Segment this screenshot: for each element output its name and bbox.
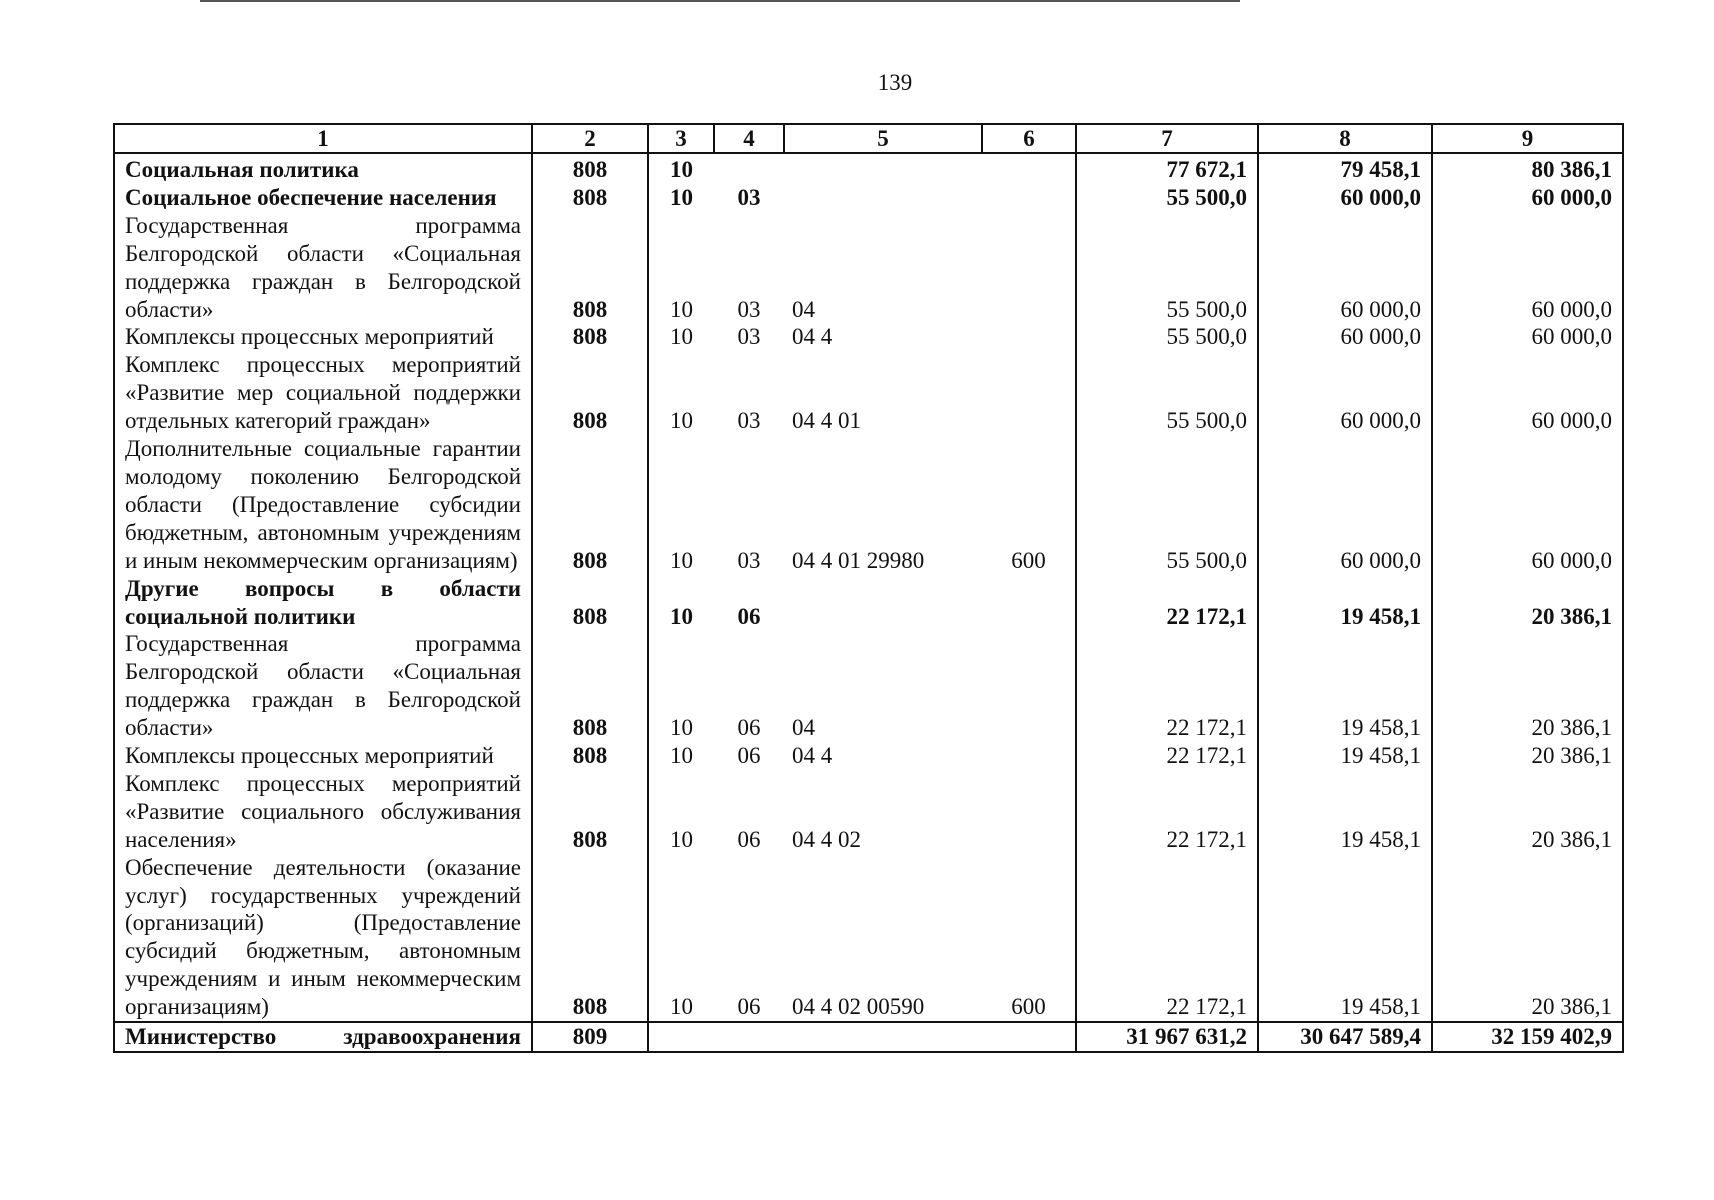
row-subsection-code — [714, 153, 784, 184]
row-name: Другие вопросы в области социальной политики — [114, 575, 532, 631]
row-target-article: 04 — [792, 296, 815, 322]
row-ved-code: 808 — [532, 630, 648, 742]
row-name: Комплексы процессных мероприятий — [114, 323, 532, 351]
total-ved: 809 — [532, 1022, 648, 1052]
table-row — [114, 770, 1623, 854]
row-ved-code: 808 — [532, 742, 648, 770]
row-name: Комплексы процессных мероприятий — [114, 742, 532, 770]
row-target-article — [784, 153, 982, 184]
row-target-article: 04 4 — [792, 743, 833, 769]
row-expense-type — [982, 212, 1076, 324]
row-target-article — [784, 184, 982, 212]
total-empty-pr — [714, 1022, 784, 1052]
row-ved-code: 808 — [532, 854, 648, 1022]
row-year3-amount: 20 386,1 — [1432, 742, 1623, 770]
row-expense-type: 600 — [982, 854, 1076, 1022]
row-section-code: 10 — [648, 854, 714, 1022]
row-year2-amount: 19 458,1 — [1258, 575, 1432, 631]
header-col-3: 3 — [648, 124, 714, 153]
table-row — [114, 630, 1623, 742]
total-empty-csr — [784, 1022, 982, 1052]
row-expense-type — [982, 351, 1076, 435]
row-name: Комплекс процессных мероприятий «Развитие социального обслуживания населения» — [114, 770, 532, 854]
row-name: Обеспечение деятельности (оказание услуг) государственных учреждений (организаций) (Предоставление субсидий бюджетным, автономным учреждениям и иным некоммерческим организациям) — [114, 854, 532, 1022]
row-subsection-code: 06 — [737, 603, 761, 629]
table-row — [114, 351, 1623, 435]
row-expense-type — [982, 770, 1076, 854]
row-year1-amount: 22 172,1 — [1076, 854, 1258, 1022]
row-section-code: 10 — [648, 575, 714, 631]
row-year3-amount: 20 386,1 — [1432, 630, 1623, 742]
total-name-right: здравоохранения — [343, 1024, 521, 1050]
scan-edge-line — [200, 0, 1240, 2]
row-target-article: 04 4 02 — [792, 826, 861, 852]
row-year2-amount: 19 458,1 — [1258, 630, 1432, 742]
row-year1-amount: 22 172,1 — [1076, 575, 1258, 631]
row-year3-amount: 80 386,1 — [1432, 153, 1623, 184]
row-subsection-code: 06 — [737, 826, 761, 852]
row-year1-amount: 55 500,0 — [1076, 184, 1258, 212]
row-year2-amount: 19 458,1 — [1258, 742, 1432, 770]
row-year1-amount: 22 172,1 — [1076, 742, 1258, 770]
table-row — [114, 854, 1623, 1022]
page-number: 139 — [877, 70, 913, 95]
row-year3-amount: 20 386,1 — [1432, 575, 1623, 631]
total-year3: 32 159 402,9 — [1432, 1022, 1623, 1052]
budget-table — [113, 123, 1624, 1053]
total-name — [114, 1022, 532, 1052]
row-subsection-code: 06 — [737, 743, 761, 769]
row-year2-amount: 60 000,0 — [1258, 351, 1432, 435]
table-row — [114, 435, 1623, 575]
row-expense-type: 600 — [982, 435, 1076, 575]
row-expense-type — [982, 742, 1076, 770]
row-year1-amount: 77 672,1 — [1076, 153, 1258, 184]
row-target-article: 04 4 01 — [792, 408, 861, 434]
row-year1-amount: 55 500,0 — [1076, 435, 1258, 575]
row-expense-type — [982, 630, 1076, 742]
row-section-code: 10 — [648, 742, 714, 770]
row-year2-amount: 60 000,0 — [1258, 323, 1432, 351]
row-section-code: 10 — [648, 153, 714, 184]
header-col-5: 5 — [784, 124, 982, 153]
table-row — [114, 323, 1623, 351]
header-col-1: 1 — [114, 124, 532, 153]
row-subsection-code: 03 — [737, 547, 761, 573]
row-name: Комплекс процессных мероприятий «Развитие мер социальной поддержки отдельных категорий граждан» — [114, 351, 532, 435]
row-year3-amount: 60 000,0 — [1432, 184, 1623, 212]
row-ved-code: 808 — [532, 184, 648, 212]
row-target-article: 04 4 02 00590 — [792, 994, 925, 1020]
row-section-code: 10 — [648, 630, 714, 742]
row-target-article — [784, 575, 982, 631]
row-subsection-code: 03 — [737, 296, 761, 322]
row-subsection-code: 03 — [737, 184, 761, 210]
row-ved-code: 808 — [532, 323, 648, 351]
row-ved-code: 808 — [532, 575, 648, 631]
table-row — [114, 575, 1623, 631]
header-col-2: 2 — [532, 124, 648, 153]
table-header-row — [114, 124, 1623, 153]
row-ved-code: 808 — [532, 770, 648, 854]
row-year3-amount: 20 386,1 — [1432, 770, 1623, 854]
row-year3-amount: 60 000,0 — [1432, 212, 1623, 324]
row-name: Дополнительные социальные гарантии молодому поколению Белгородской области (Предоставление субсидии бюджетным, автономным учреждениям и иным некоммерческим организациям) — [114, 435, 532, 575]
table-row — [114, 153, 1623, 184]
header-col-6: 6 — [982, 124, 1076, 153]
header-col-8: 8 — [1258, 124, 1432, 153]
row-section-code: 10 — [648, 184, 714, 212]
row-section-code: 10 — [648, 435, 714, 575]
row-year3-amount: 60 000,0 — [1432, 323, 1623, 351]
row-expense-type — [982, 184, 1076, 212]
row-year2-amount: 19 458,1 — [1258, 854, 1432, 1022]
total-empty-rz — [648, 1022, 714, 1052]
row-year2-amount: 60 000,0 — [1258, 212, 1432, 324]
total-row — [114, 1022, 1623, 1052]
row-year1-amount: 55 500,0 — [1076, 323, 1258, 351]
row-section-code: 10 — [648, 323, 714, 351]
row-expense-type — [982, 153, 1076, 184]
row-year3-amount: 60 000,0 — [1432, 351, 1623, 435]
row-subsection-code: 03 — [737, 408, 761, 434]
row-year1-amount: 55 500,0 — [1076, 351, 1258, 435]
row-target-article: 04 — [792, 715, 815, 741]
total-name-left: Министерство — [125, 1024, 277, 1050]
row-section-code: 10 — [648, 212, 714, 324]
row-year2-amount: 60 000,0 — [1258, 435, 1432, 575]
row-year1-amount: 22 172,1 — [1076, 770, 1258, 854]
table-row — [114, 742, 1623, 770]
row-ved-code: 808 — [532, 212, 648, 324]
row-target-article: 04 4 01 29980 — [792, 547, 925, 573]
row-year3-amount: 60 000,0 — [1432, 435, 1623, 575]
row-ved-code: 808 — [532, 435, 648, 575]
header-col-9: 9 — [1432, 124, 1623, 153]
row-section-code: 10 — [648, 770, 714, 854]
total-year1: 31 967 631,2 — [1076, 1022, 1258, 1052]
row-year1-amount: 22 172,1 — [1076, 630, 1258, 742]
row-year2-amount: 79 458,1 — [1258, 153, 1432, 184]
row-name: Социальное обеспечение населения — [114, 184, 532, 212]
row-year2-amount: 60 000,0 — [1258, 184, 1432, 212]
row-expense-type — [982, 323, 1076, 351]
table-row — [114, 212, 1623, 324]
row-name: Государственная программа Белгородской области «Социальная поддержка граждан в Белгородской области» — [114, 630, 532, 742]
total-empty-vr — [982, 1022, 1076, 1052]
row-year1-amount: 55 500,0 — [1076, 212, 1258, 324]
row-name: Социальная политика — [114, 153, 532, 184]
row-subsection-code: 06 — [737, 994, 761, 1020]
row-section-code: 10 — [648, 351, 714, 435]
row-ved-code: 808 — [532, 351, 648, 435]
row-year3-amount: 20 386,1 — [1432, 854, 1623, 1022]
table-row — [114, 184, 1623, 212]
row-name: Государственная программа Белгородской области «Социальная поддержка граждан в Белгородской области» — [114, 212, 532, 324]
row-ved-code: 808 — [532, 153, 648, 184]
row-subsection-code: 06 — [737, 715, 761, 741]
header-col-4: 4 — [714, 124, 784, 153]
row-expense-type — [982, 575, 1076, 631]
row-year2-amount: 19 458,1 — [1258, 770, 1432, 854]
total-year2: 30 647 589,4 — [1258, 1022, 1432, 1052]
row-target-article: 04 4 — [792, 324, 833, 350]
row-subsection-code: 03 — [737, 324, 761, 350]
header-col-7: 7 — [1076, 124, 1258, 153]
